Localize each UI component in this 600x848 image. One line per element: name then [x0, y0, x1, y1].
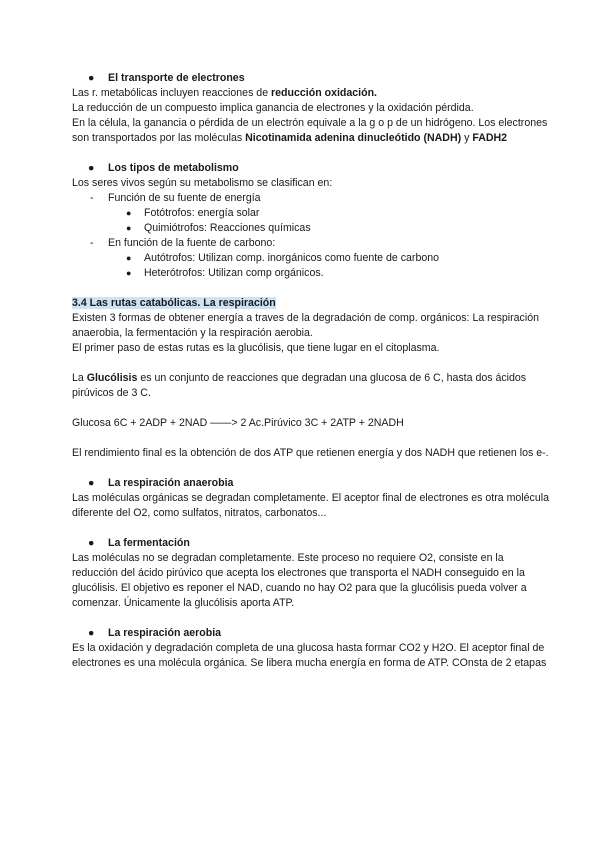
paragraph-line: reducción del ácido pirúvico que acepta los electrones que transporta el NADH conseguido en la — [72, 567, 525, 579]
list-item: ● Fotótrofos: energía solar — [126, 207, 260, 219]
list-item: - Función de su fuente de energía — [90, 192, 261, 204]
list-item: - En función de la fuente de carbono: — [90, 237, 276, 249]
paragraph-line: Existen 3 formas de obtener energía a traves de la degradación de comp. orgánicos: La respiración — [72, 312, 539, 324]
bullet-icon: ● — [88, 477, 95, 489]
paragraph-line: diferente del O2, como sulfatos, nitratos, carbonatos... — [72, 507, 327, 519]
heading-respiracion-aerobia: ● La respiración aerobia — [88, 627, 222, 639]
dash-icon: - — [90, 192, 94, 204]
paragraph-line: Las r. metabólicas incluyen reacciones de reducción oxidación. — [72, 87, 378, 99]
paragraph-line: En la célula, la ganancia o pérdida de un electrón equivale a la g o p de un hidrógeno. Los electrones — [72, 117, 548, 129]
heading-respiracion-anaerobia: ● La respiración anaerobia — [88, 477, 234, 489]
paragraph-line: El rendimiento final es la obtención de dos ATP que retienen energía y dos NADH que retienen los e-. — [72, 447, 549, 459]
paragraph-line: Las moléculas orgánicas se degradan completamente. El aceptor final de electrones es otra molécula — [72, 492, 549, 504]
paragraph-line: glucólisis. El objetivo es reponer el NAD, cuando no hay O2 para que la glucólisis pueda volver a — [72, 582, 527, 594]
heading-fermentacion: ● La fermentación — [88, 537, 190, 549]
paragraph-line: son transportados por las moléculas Nicotinamida adenina dinucleótido (NADH) y FADH2 — [72, 132, 508, 144]
paragraph-line: Las moléculas no se degradan completamente. Este proceso no requiere O2, consiste en la — [72, 552, 504, 564]
paragraph-line: La Glucólisis es un conjunto de reacciones que degradan una glucosa de 6 C, hasta dos ácidos — [72, 372, 527, 384]
bullet-icon: ● — [126, 253, 132, 263]
equation: Glucosa 6C + 2ADP + 2NAD ——> 2 Ac.Pirúvico 3C + 2ATP + 2NADH — [72, 417, 404, 429]
paragraph-line: El primer paso de estas rutas es la glucólisis, que tiene lugar en el citoplasma. — [72, 342, 440, 354]
list-item: ● Quimiótrofos: Reacciones químicas — [126, 222, 311, 234]
bullet-icon: ● — [126, 223, 132, 233]
bullet-icon: ● — [88, 627, 95, 639]
section-title: 3.4 Las rutas catabólicas. La respiración — [72, 297, 276, 309]
heading-transporte: ● El transporte de electrones — [88, 72, 245, 84]
paragraph-line: Los seres vivos según su metabolismo se clasifican en: — [72, 177, 333, 189]
paragraph-line: La reducción de un compuesto implica ganancia de electrones y la oxidación pérdida. — [72, 102, 474, 114]
paragraph-line: Es la oxidación y degradación completa de una glucosa hasta formar CO2 y H2O. El aceptor final de — [72, 642, 545, 654]
bullet-icon: ● — [88, 537, 95, 549]
bullet-icon: ● — [88, 162, 95, 174]
list-item: ● Heterótrofos: Utilizan comp orgánicos. — [126, 267, 324, 279]
paragraph-line: comenzar. Únicamente la glucólisis aporta ATP. — [72, 597, 295, 609]
bullet-icon: ● — [126, 208, 132, 218]
bullet-icon: ● — [88, 72, 95, 84]
paragraph-line: pirúvicos de 3 C. — [72, 387, 151, 399]
dash-icon: - — [90, 237, 94, 249]
bullet-icon: ● — [126, 268, 132, 278]
paragraph-line: electrones es una molécula orgánica. Se libera mucha energía en forma de ATP. COnsta de 2 etapas — [72, 657, 547, 669]
document-body — [72, 71, 552, 671]
list-item: ● Autótrofos: Utilizan comp. inorgánicos como fuente de carbono — [126, 252, 440, 264]
paragraph-line: anaerobia, la fermentación y la respiración aerobia. — [72, 327, 313, 339]
heading-tipos-metabolismo: ● Los tipos de metabolismo — [88, 162, 239, 174]
